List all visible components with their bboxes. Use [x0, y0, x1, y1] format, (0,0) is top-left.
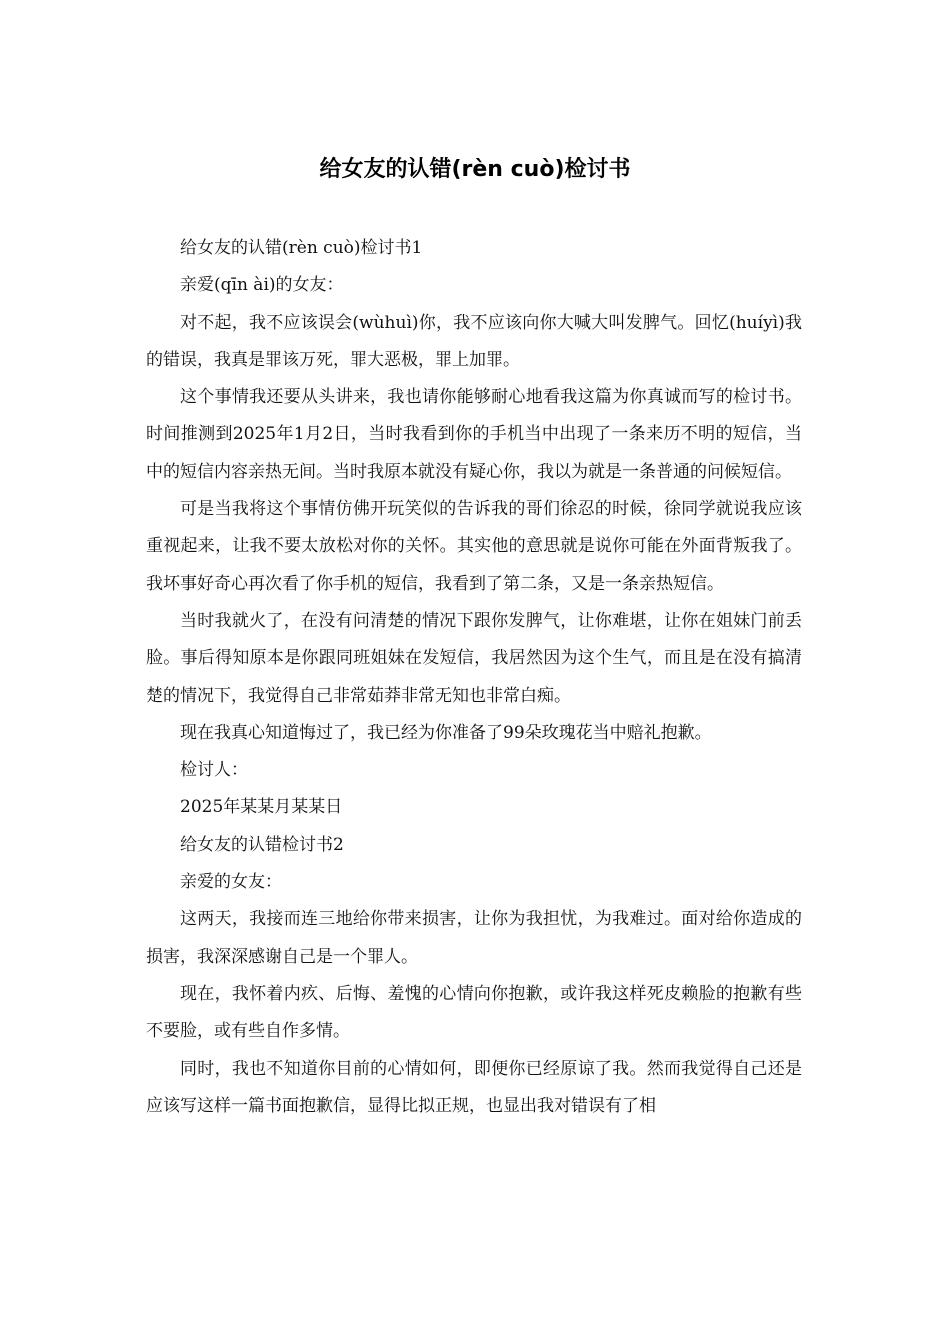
document-body	[146, 230, 802, 1125]
paragraph: 检讨人：	[180, 760, 248, 781]
paragraph: 亲爱(qīn ài)的女友：	[180, 275, 344, 296]
paragraph: 当时我就火了，在没有问清楚的情况下跟你发脾气，让你难堪，让你在姐妹门前丢脸。事后得知原本是你跟同班姐妹在发短信，我居然因为这个生气，而且是在没有搞清楚的情况下，我觉得自己非常茹莽非常无知也非常白痴。	[146, 610, 802, 706]
paragraph: 2025年某某月某某日	[180, 797, 343, 818]
paragraph: 现在，我怀着内疚、后悔、羞愧的心情向你抱歉，或许我这样死皮赖脸的抱歉有些不要脸，或有些自作多情。	[146, 983, 802, 1042]
paragraph: 这两天，我接而连三地给你带来损害，让你为我担忧，为我难过。面对给你造成的损害，我深深感谢自己是一个罪人。	[146, 909, 802, 967]
paragraph: 现在我真心知道悔过了，我已经为你准备了99朵玫瑰花当中赔礼抱歉。	[180, 722, 712, 743]
paragraph: 给女友的认错检讨书2	[180, 834, 344, 855]
paragraph: 给女友的认错(rèn cuò)检讨书1	[180, 238, 423, 258]
paragraph: 同时，我也不知道你目前的心情如何，即便你已经原谅了我。然而我觉得自己还是应该写这样一篇书面抱歉信，显得比拟正规，也显出我对错误有了相	[146, 1058, 802, 1116]
paragraph: 对不起，我不应该误会(wùhuì)你，我不应该向你大喊大叫发脾气。回忆(huíyì)我的错误，我真是罪该万死，罪大恶极，罪上加罪。	[146, 312, 802, 370]
paragraph: 可是当我将这个事情仿佛开玩笑似的告诉我的哥们徐忍的时候，徐同学就说我应该重视起来，让我不要太放松对你的关怀。其实他的意思就是说你可能在外面背叛我了。我坏事好奇心再次看了你手机的短信，我看到了第二条，又是一条亲热短信。	[146, 499, 802, 594]
document-title: 给女友的认错(rèn cuò)检讨书	[319, 157, 631, 182]
paragraph: 亲爱的女友：	[180, 872, 282, 893]
paragraph: 这个事情我还要从头讲来，我也请你能够耐心地看我这篇为你真诚而写的检讨书。时间推测到2025年1月2日，当时我看到你的手机当中出现了一条来历不明的短信，当中的短信内容亲热无间。当时我原本就没有疑心你，我以为就是一条普通的问候短信。	[146, 387, 802, 482]
